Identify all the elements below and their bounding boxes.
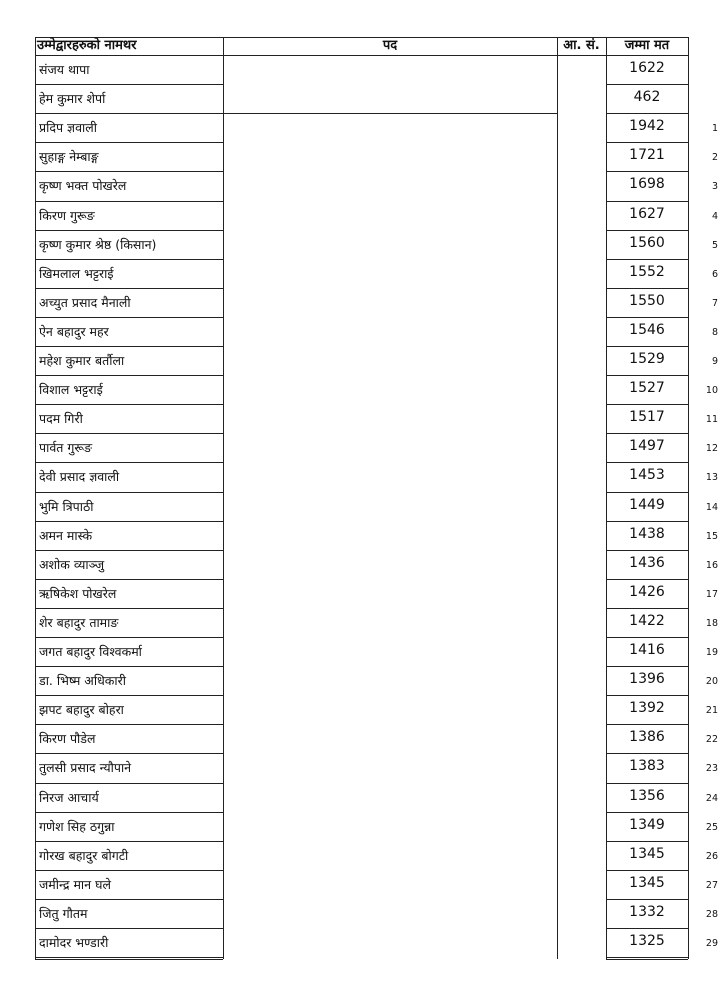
row-border-name <box>35 666 223 667</box>
vote-count: 1721 <box>629 147 665 164</box>
vote-count: 1497 <box>629 438 665 455</box>
row-border-name <box>35 841 223 842</box>
row-serial-number: 6 <box>711 268 718 280</box>
row-border-name <box>35 404 223 405</box>
row-border-votes <box>606 841 688 842</box>
row-serial-number: 14 <box>705 501 718 513</box>
position-column-border <box>557 37 558 959</box>
candidate-name: संजय थापा <box>39 62 90 77</box>
row-border-votes <box>606 113 688 114</box>
row-border-votes <box>606 783 688 784</box>
vote-count: 1529 <box>629 351 665 367</box>
row-border-votes <box>606 899 688 900</box>
row-border-name <box>35 812 223 813</box>
row-serial-number: 17 <box>705 588 718 600</box>
row-border-votes <box>606 404 688 405</box>
vote-count: 462 <box>633 89 661 106</box>
row-serial-number: 25 <box>705 821 718 833</box>
table-bottom-border <box>35 959 223 960</box>
vote-count: 1546 <box>629 321 665 338</box>
row-border-votes <box>606 317 688 318</box>
row-border-name <box>35 928 223 929</box>
candidate-name: जमीन्द्र मान घले <box>39 876 111 892</box>
row-border-name <box>35 579 223 580</box>
row-serial-number: 20 <box>705 676 718 688</box>
header-candidate-name: उम्मेद्वारहरुको नामथर <box>37 38 137 53</box>
candidate-name: गणेश सिह ठगुन्ना <box>39 818 115 834</box>
row-serial-number: 19 <box>705 647 718 658</box>
row-border-votes <box>606 695 688 696</box>
row-serial-number: 10 <box>705 385 718 397</box>
candidate-name: विशाल भट्टराई <box>39 382 103 398</box>
row-serial-number: 11 <box>705 414 718 426</box>
row-border-votes <box>606 346 688 347</box>
row-border-name <box>35 230 223 231</box>
row-border-votes <box>606 230 688 231</box>
row-border-votes <box>606 171 688 172</box>
candidate-name: ऋषिकेश पोखरेल <box>39 585 117 601</box>
row-border-votes <box>606 753 688 754</box>
row-serial-number: 21 <box>705 705 718 717</box>
row-serial-number: 8 <box>711 326 718 338</box>
row-border-name <box>35 870 223 871</box>
row-border-name <box>35 84 223 85</box>
row-serial-number: 22 <box>705 734 718 746</box>
row-border-name <box>35 724 223 725</box>
row-border-name <box>35 492 223 493</box>
row-border-name <box>35 317 223 318</box>
candidate-name: कृष्ण भक्त पोखरेल <box>39 178 127 194</box>
vote-count: 1392 <box>629 700 665 717</box>
candidate-name: पार्वत गुरूङ <box>39 440 93 456</box>
candidate-name: महेश कुमार बर्तौला <box>39 353 125 368</box>
row-border-name <box>35 695 223 696</box>
row-border-name <box>35 375 223 376</box>
candidate-name: भुमि त्रिपाठी <box>39 498 94 514</box>
row-serial-number: 12 <box>705 443 718 455</box>
candidate-name: तुलसी प्रसाद न्यौपाने <box>39 760 132 776</box>
row-border-name <box>35 899 223 900</box>
row-border-votes <box>606 288 688 289</box>
row-border-name <box>35 783 223 784</box>
row-border-votes <box>606 637 688 638</box>
row-border-votes <box>606 957 688 958</box>
header-bottom-border <box>35 55 688 56</box>
candidate-name: निरज आचार्य <box>39 789 99 805</box>
candidate-name: ऐन बहादुर महर <box>39 323 109 339</box>
row-border-votes <box>606 870 688 871</box>
vote-count: 1325 <box>629 933 665 949</box>
row-border-name <box>35 753 223 754</box>
row-serial-number: 3 <box>711 181 718 193</box>
candidate-name: झपट बहादुर बोहरा <box>39 702 124 718</box>
vote-count: 1349 <box>629 816 665 833</box>
candidate-name: पदम गिरी <box>39 411 83 427</box>
vote-count: 1527 <box>629 380 665 397</box>
vote-count: 1345 <box>629 874 665 891</box>
candidate-name: कृष्ण कुमार श्रेष्ठ (किसान) <box>39 236 157 252</box>
candidate-name: हेम कुमार शेर्पा <box>39 91 106 107</box>
row-border-votes <box>606 375 688 376</box>
vote-count: 1386 <box>629 729 665 746</box>
vote-count: 1552 <box>629 263 665 280</box>
vote-count: 1345 <box>629 845 665 862</box>
row-serial-number: 24 <box>705 792 718 804</box>
row-border-name <box>35 201 223 202</box>
candidate-name: देवी प्रसाद ज्ञवाली <box>39 469 120 485</box>
candidate-name: अशोक व्याञ्जु <box>39 556 105 572</box>
row-border-votes <box>606 142 688 143</box>
row-border-votes <box>606 666 688 667</box>
row-border-votes <box>606 84 688 85</box>
candidate-name: गोरख बहादुर बोगटी <box>39 847 129 863</box>
vote-count: 1627 <box>629 205 665 222</box>
vote-count: 1622 <box>629 60 665 76</box>
row-border-name <box>35 608 223 609</box>
header-total-votes: जम्मा मत <box>624 38 670 53</box>
header-position: पद <box>382 38 398 53</box>
vote-count: 1517 <box>629 409 665 426</box>
vote-count: 1396 <box>629 671 665 688</box>
row-serial-number: 28 <box>705 908 718 920</box>
row-serial-number: 4 <box>711 210 718 222</box>
row-border-votes <box>606 724 688 725</box>
row-border-name <box>35 259 223 260</box>
row-border-name <box>35 288 223 289</box>
candidate-name: अच्युत प्रसाद मैनाली <box>39 294 131 310</box>
row-serial-number: 27 <box>705 879 718 891</box>
row-border-votes <box>606 550 688 551</box>
row-border-votes <box>606 433 688 434</box>
row-border-votes <box>606 259 688 260</box>
vote-count: 1422 <box>629 612 665 629</box>
table-right-border <box>688 37 689 959</box>
row-serial-number: 26 <box>705 850 718 862</box>
row-serial-number: 29 <box>705 938 718 949</box>
vote-count: 1438 <box>629 525 665 542</box>
table-left-border <box>35 37 36 959</box>
row-border-name <box>35 637 223 638</box>
vote-count: 1416 <box>629 642 665 658</box>
candidate-name: प्रदिप ज्ञवाली <box>39 120 97 136</box>
group-separator <box>223 113 557 114</box>
vote-count: 1550 <box>629 292 665 309</box>
row-serial-number: 16 <box>705 559 718 571</box>
vote-count: 1698 <box>629 176 665 193</box>
vote-count: 1453 <box>629 467 665 484</box>
header-ao-number: आ. सं. <box>563 38 600 53</box>
row-border-votes <box>606 201 688 202</box>
row-serial-number: 5 <box>711 239 718 251</box>
votes-bottom-border <box>606 959 688 960</box>
row-border-name <box>35 346 223 347</box>
row-serial-number: 15 <box>705 530 718 542</box>
row-serial-number: 9 <box>711 356 718 367</box>
row-border-name <box>35 113 223 114</box>
candidate-name: खिमलाल भट्टराई <box>39 265 114 281</box>
row-border-name <box>35 462 223 463</box>
row-serial-number: 18 <box>705 617 718 629</box>
vote-count: 1449 <box>629 496 665 513</box>
vote-count: 1560 <box>629 234 665 251</box>
row-border-votes <box>606 928 688 929</box>
candidate-name: डा. भिष्म अधिकारी <box>39 673 126 689</box>
row-serial-number: 1 <box>711 123 718 135</box>
row-serial-number: 23 <box>705 763 718 775</box>
row-border-name <box>35 521 223 522</box>
row-serial-number: 2 <box>711 152 718 164</box>
candidate-name: जितु गौतम <box>39 905 88 921</box>
row-serial-number: 7 <box>711 297 718 309</box>
row-border-votes <box>606 579 688 580</box>
candidate-name: दामोदर भण्डारी <box>39 935 109 950</box>
row-border-votes <box>606 521 688 522</box>
vote-count: 1426 <box>629 583 665 600</box>
name-column-border <box>223 37 224 959</box>
candidate-name: अमन मास्के <box>39 527 93 543</box>
row-serial-number: 13 <box>705 472 718 484</box>
candidate-name: जगत बहादुर विश्वकर्मा <box>39 644 142 659</box>
vote-count: 1942 <box>629 118 665 135</box>
vote-count: 1332 <box>629 903 665 920</box>
row-border-votes <box>606 608 688 609</box>
vote-count: 1436 <box>629 554 665 571</box>
candidate-name: किरण पौडेल <box>39 731 96 747</box>
ao-column-border <box>606 37 607 959</box>
row-border-name <box>35 171 223 172</box>
row-border-name <box>35 550 223 551</box>
row-border-name <box>35 142 223 143</box>
row-border-name <box>35 433 223 434</box>
candidate-name: सुहाङ्ग नेम्बाङ्ग <box>39 149 99 165</box>
row-border-votes <box>606 812 688 813</box>
candidate-name: किरण गुरूङ <box>39 207 95 223</box>
vote-count: 1356 <box>629 787 665 804</box>
vote-count: 1383 <box>629 758 665 775</box>
row-border-votes <box>606 462 688 463</box>
row-border-votes <box>606 492 688 493</box>
candidate-name: शेर बहादुर तामाङ <box>39 614 119 630</box>
row-border-name <box>35 957 223 958</box>
